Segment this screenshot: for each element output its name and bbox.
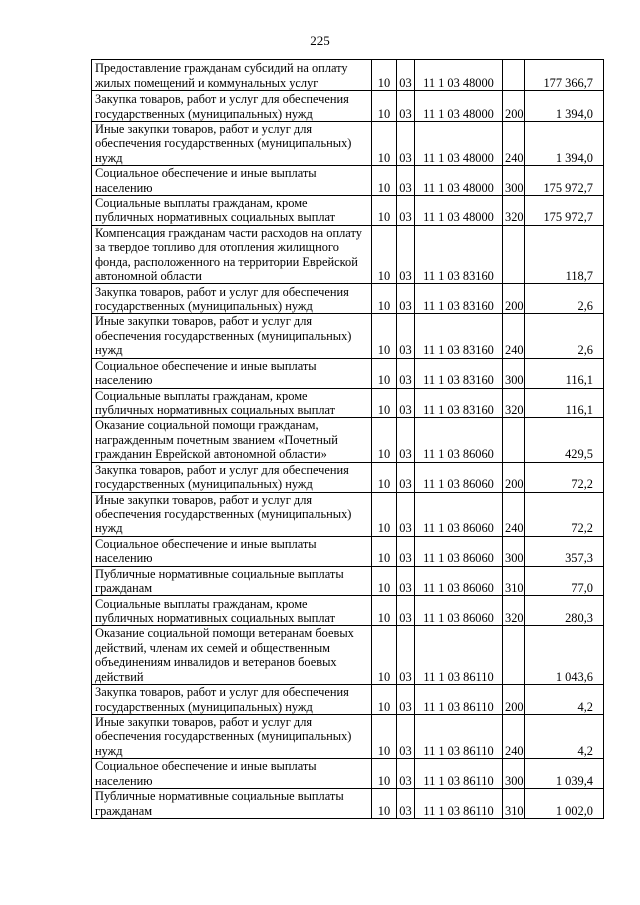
target-article-cell: 11 1 03 83160 [415, 358, 503, 388]
subsection-code-cell: 03 [397, 196, 415, 226]
target-article-cell: 11 1 03 86060 [415, 566, 503, 596]
amount-cell: 357,3 [525, 536, 604, 566]
expense-name-cell: Закупка товаров, работ и услуг для обеспечения государственных (муниципальных) нужд [92, 91, 372, 122]
table-row [92, 418, 604, 462]
budget-table [91, 59, 604, 819]
section-code-cell: 10 [372, 166, 397, 196]
target-article-cell: 11 1 03 86110 [415, 759, 503, 789]
section-code-cell: 10 [372, 492, 397, 536]
subsection-code-cell: 03 [397, 314, 415, 358]
expense-name-cell: Оказание социальной помощи ветеранам боевых действий, членам их семей и общественным объединениям инвалидов и ветеранов боевых действий [92, 626, 372, 685]
section-code-cell: 10 [372, 566, 397, 596]
expense-type-cell: 240 [503, 314, 525, 358]
amount-cell: 77,0 [525, 566, 604, 596]
table-row [92, 492, 604, 536]
table-row [92, 596, 604, 626]
target-article-cell: 11 1 03 86110 [415, 685, 503, 715]
expense-name-cell: Социальные выплаты гражданам, кроме публичных нормативных социальных выплат [92, 388, 372, 418]
subsection-code-cell: 03 [397, 225, 415, 284]
subsection-code-cell: 03 [397, 122, 415, 166]
expense-type-cell [503, 60, 525, 91]
amount-cell: 280,3 [525, 596, 604, 626]
table-row [92, 388, 604, 418]
subsection-code-cell: 03 [397, 789, 415, 819]
target-article-cell: 11 1 03 83160 [415, 225, 503, 284]
expense-name-cell: Предоставление гражданам субсидий на оплату жилых помещений и коммунальных услуг [92, 60, 372, 91]
expense-name-cell: Закупка товаров, работ и услуг для обеспечения государственных (муниципальных) нужд [92, 685, 372, 715]
section-code-cell: 10 [372, 596, 397, 626]
expense-name-cell: Социальные выплаты гражданам, кроме публичных нормативных социальных выплат [92, 196, 372, 226]
expense-type-cell [503, 626, 525, 685]
subsection-code-cell: 03 [397, 715, 415, 759]
section-code-cell: 10 [372, 225, 397, 284]
expense-name-cell: Социальное обеспечение и иные выплаты населению [92, 536, 372, 566]
subsection-code-cell: 03 [397, 358, 415, 388]
expense-type-cell: 310 [503, 566, 525, 596]
amount-cell: 116,1 [525, 388, 604, 418]
table-row [92, 60, 604, 91]
table-row [92, 196, 604, 226]
table-row [92, 566, 604, 596]
table-row [92, 284, 604, 314]
section-code-cell: 10 [372, 789, 397, 819]
amount-cell: 1 002,0 [525, 789, 604, 819]
expense-name-cell: Социальное обеспечение и иные выплаты населению [92, 759, 372, 789]
subsection-code-cell: 03 [397, 626, 415, 685]
section-code-cell: 10 [372, 314, 397, 358]
subsection-code-cell: 03 [397, 536, 415, 566]
section-code-cell: 10 [372, 759, 397, 789]
subsection-code-cell: 03 [397, 91, 415, 122]
amount-cell: 1 394,0 [525, 122, 604, 166]
expense-name-cell: Иные закупки товаров, работ и услуг для обеспечения государственных (муниципальных) нужд [92, 314, 372, 358]
section-code-cell: 10 [372, 91, 397, 122]
amount-cell: 72,2 [525, 462, 604, 492]
target-article-cell: 11 1 03 86060 [415, 596, 503, 626]
table-row [92, 91, 604, 122]
section-code-cell: 10 [372, 388, 397, 418]
table-row [92, 626, 604, 685]
table-row [92, 225, 604, 284]
expense-type-cell: 200 [503, 284, 525, 314]
amount-cell: 177 366,7 [525, 60, 604, 91]
expense-type-cell: 200 [503, 91, 525, 122]
target-article-cell: 11 1 03 86110 [415, 626, 503, 685]
expense-type-cell: 300 [503, 759, 525, 789]
amount-cell: 175 972,7 [525, 196, 604, 226]
section-code-cell: 10 [372, 462, 397, 492]
table-row [92, 462, 604, 492]
section-code-cell: 10 [372, 284, 397, 314]
expense-type-cell: 310 [503, 789, 525, 819]
subsection-code-cell: 03 [397, 596, 415, 626]
section-code-cell: 10 [372, 60, 397, 91]
expense-name-cell: Закупка товаров, работ и услуг для обеспечения государственных (муниципальных) нужд [92, 284, 372, 314]
expense-type-cell: 240 [503, 492, 525, 536]
subsection-code-cell: 03 [397, 685, 415, 715]
expense-type-cell: 200 [503, 685, 525, 715]
amount-cell: 1 043,6 [525, 626, 604, 685]
expense-name-cell: Компенсация гражданам части расходов на оплату за твердое топливо для отопления жилищного фонда, расположенного на территории Еврейской автономной области [92, 225, 372, 284]
subsection-code-cell: 03 [397, 566, 415, 596]
amount-cell: 4,2 [525, 685, 604, 715]
table-row [92, 122, 604, 166]
expense-type-cell: 320 [503, 596, 525, 626]
target-article-cell: 11 1 03 48000 [415, 60, 503, 91]
expense-name-cell: Иные закупки товаров, работ и услуг для обеспечения государственных (муниципальных) нужд [92, 492, 372, 536]
amount-cell: 116,1 [525, 358, 604, 388]
subsection-code-cell: 03 [397, 166, 415, 196]
expense-name-cell: Оказание социальной помощи гражданам, награжденным почетным званием «Почетный гражданин Еврейской автономной области» [92, 418, 372, 462]
expense-name-cell: Публичные нормативные социальные выплаты гражданам [92, 789, 372, 819]
amount-cell: 1 039,4 [525, 759, 604, 789]
target-article-cell: 11 1 03 48000 [415, 166, 503, 196]
target-article-cell: 11 1 03 48000 [415, 122, 503, 166]
section-code-cell: 10 [372, 685, 397, 715]
target-article-cell: 11 1 03 86060 [415, 492, 503, 536]
expense-name-cell: Закупка товаров, работ и услуг для обеспечения государственных (муниципальных) нужд [92, 462, 372, 492]
subsection-code-cell: 03 [397, 284, 415, 314]
expense-name-cell: Социальное обеспечение и иные выплаты населению [92, 358, 372, 388]
section-code-cell: 10 [372, 715, 397, 759]
table-row [92, 314, 604, 358]
section-code-cell: 10 [372, 196, 397, 226]
section-code-cell: 10 [372, 536, 397, 566]
target-article-cell: 11 1 03 86060 [415, 462, 503, 492]
expense-type-cell: 200 [503, 462, 525, 492]
amount-cell: 1 394,0 [525, 91, 604, 122]
expense-type-cell: 320 [503, 388, 525, 418]
amount-cell: 2,6 [525, 314, 604, 358]
expense-name-cell: Иные закупки товаров, работ и услуг для обеспечения государственных (муниципальных) нужд [92, 715, 372, 759]
subsection-code-cell: 03 [397, 388, 415, 418]
expense-type-cell: 320 [503, 196, 525, 226]
table-row [92, 789, 604, 819]
subsection-code-cell: 03 [397, 60, 415, 91]
table-row [92, 759, 604, 789]
expense-type-cell: 240 [503, 122, 525, 166]
target-article-cell: 11 1 03 83160 [415, 284, 503, 314]
amount-cell: 118,7 [525, 225, 604, 284]
expense-name-cell: Публичные нормативные социальные выплаты гражданам [92, 566, 372, 596]
subsection-code-cell: 03 [397, 492, 415, 536]
table-row [92, 715, 604, 759]
subsection-code-cell: 03 [397, 462, 415, 492]
expense-type-cell: 300 [503, 166, 525, 196]
expense-type-cell: 240 [503, 715, 525, 759]
section-code-cell: 10 [372, 122, 397, 166]
amount-cell: 4,2 [525, 715, 604, 759]
expense-type-cell: 300 [503, 358, 525, 388]
target-article-cell: 11 1 03 48000 [415, 196, 503, 226]
table-row [92, 166, 604, 196]
target-article-cell: 11 1 03 86060 [415, 418, 503, 462]
table-row [92, 536, 604, 566]
target-article-cell: 11 1 03 48000 [415, 91, 503, 122]
expense-name-cell: Иные закупки товаров, работ и услуг для обеспечения государственных (муниципальных) нужд [92, 122, 372, 166]
subsection-code-cell: 03 [397, 418, 415, 462]
table-row [92, 685, 604, 715]
expense-name-cell: Социальные выплаты гражданам, кроме публичных нормативных социальных выплат [92, 596, 372, 626]
amount-cell: 72,2 [525, 492, 604, 536]
section-code-cell: 10 [372, 626, 397, 685]
target-article-cell: 11 1 03 83160 [415, 314, 503, 358]
section-code-cell: 10 [372, 418, 397, 462]
expense-type-cell [503, 225, 525, 284]
subsection-code-cell: 03 [397, 759, 415, 789]
target-article-cell: 11 1 03 83160 [415, 388, 503, 418]
target-article-cell: 11 1 03 86110 [415, 715, 503, 759]
page-number: 225 [310, 33, 330, 48]
expense-type-cell: 300 [503, 536, 525, 566]
expense-name-cell: Социальное обеспечение и иные выплаты населению [92, 166, 372, 196]
amount-cell: 2,6 [525, 284, 604, 314]
section-code-cell: 10 [372, 358, 397, 388]
target-article-cell: 11 1 03 86110 [415, 789, 503, 819]
amount-cell: 175 972,7 [525, 166, 604, 196]
table-row [92, 358, 604, 388]
expense-type-cell [503, 418, 525, 462]
amount-cell: 429,5 [525, 418, 604, 462]
target-article-cell: 11 1 03 86060 [415, 536, 503, 566]
